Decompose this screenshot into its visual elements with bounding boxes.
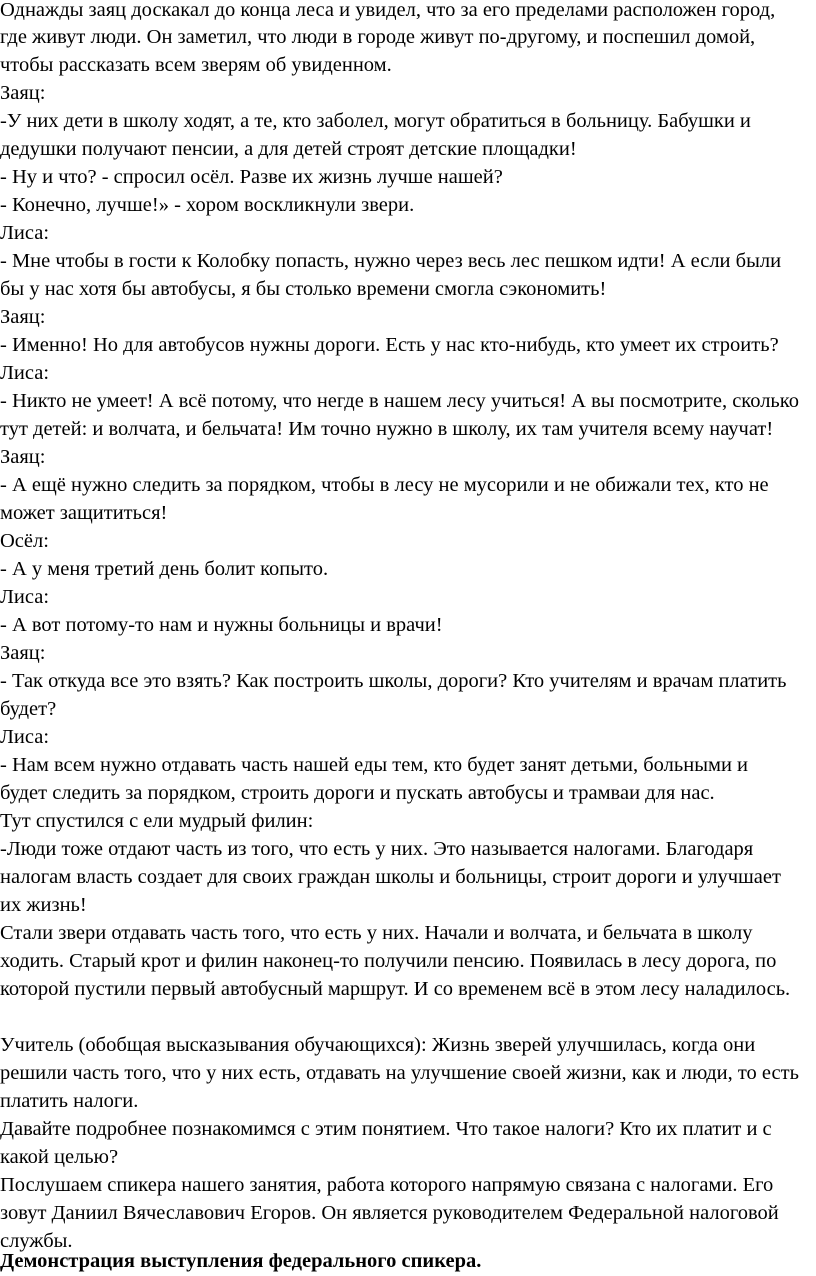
text-line: дедушки получают пенсии, а для детей строят детские площадки! xyxy=(0,138,577,160)
text-line: которой пустили первый автобусный маршрут. И со временем всё в этом лесу наладилось. xyxy=(0,978,791,1000)
text-line: Стали звери отдавать часть того, что есть у них. Начали и волчата, и бельчата в школу xyxy=(0,922,753,944)
text-line: - Так откуда все это взять? Как построить школы, дороги? Кто учителям и врачам платить xyxy=(0,670,787,692)
text-line: - Никто не умеет! А всё потому, что негде в нашем лесу учиться! А вы посмотрите, сколько xyxy=(0,390,799,412)
text-line: где живут люди. Он заметил, что люди в городе живут по-другому, и поспешил домой, xyxy=(0,26,756,48)
text-line: чтобы рассказать всем зверям об увиденном. xyxy=(0,54,392,76)
text-line: - А у меня третий день болит копыто. xyxy=(0,558,329,580)
text-line: Лиса: xyxy=(0,586,50,608)
text-line: - Мне чтобы в гости к Колобку попасть, нужно через весь лес пешком идти! А если были xyxy=(0,250,782,272)
text-line: - Именно! Но для автобусов нужны дороги. Есть у нас кто-нибудь, кто умеет их строить? xyxy=(0,334,779,356)
text-line: платить налоги. xyxy=(0,1090,139,1112)
text-line: налогам власть создает для своих граждан школы и больницы, строит дороги и улучшает xyxy=(0,866,781,888)
text-line: Лиса: xyxy=(0,362,50,384)
text-line: - А вот потому-то нам и нужны больницы и врачи! xyxy=(0,614,443,636)
text-line: Лиса: xyxy=(0,222,50,244)
text-line: решили часть того, что у них есть, отдавать на улучшение своей жизни, как и люди, то есть xyxy=(0,1062,799,1084)
text-line: какой целью? xyxy=(0,1146,119,1168)
text-line: будет следить за порядком, строить дороги и пускать автобусы и трамваи для нас. xyxy=(0,782,715,804)
text-line: зовут Даниил Вячеславович Егоров. Он является руководителем Федеральной налоговой xyxy=(0,1202,779,1224)
text-line: Заяц: xyxy=(0,306,46,328)
text-line: ходить. Старый крот и филин наконец-то получили пенсию. Появилась в лесу дорога, по xyxy=(0,950,777,972)
text-line: -У них дети в школу ходят, а те, кто заболел, могут обратиться в больницу. Бабушки и xyxy=(0,110,751,132)
text-line: -Люди тоже отдают часть из того, что есть у них. Это называется налогами. Благодаря xyxy=(0,838,754,860)
section-heading: Демонстрация выступления федерального спикера. xyxy=(0,1250,482,1272)
text-line: может защититься! xyxy=(0,502,168,524)
text-line: Однажды заяц доскакал до конца леса и увидел, что за его пределами расположен город, xyxy=(0,0,776,21)
text-line: Лиса: xyxy=(0,726,50,748)
text-line: Учитель (обобщая высказывания обучающихся): Жизнь зверей улучшилась, когда они xyxy=(0,1034,756,1056)
text-line: Осёл: xyxy=(0,530,49,552)
text-line: Тут спустился с ели мудрый филин: xyxy=(0,810,314,832)
text-line: бы у нас хотя бы автобусы, я бы столько времени смогла сэкономить! xyxy=(0,278,607,300)
text-line: Давайте подробнее познакомимся с этим понятием. Что такое налоги? Кто их платит и с xyxy=(0,1118,772,1140)
text-line: Заяц: xyxy=(0,82,46,104)
text-line: - Ну и что? - спросил осёл. Разве их жизнь лучше нашей? xyxy=(0,166,503,188)
text-line: - А ещё нужно следить за порядком, чтобы в лесу не мусорили и не обижали тех, кто не xyxy=(0,474,769,496)
text-line: Послушаем спикера нашего занятия, работа которого напрямую связана с налогами. Его xyxy=(0,1174,774,1196)
text-line: будет? xyxy=(0,698,57,720)
text-line: службы. xyxy=(0,1230,73,1252)
text-line: - Конечно, лучше!» - хором воскликнули звери. xyxy=(0,194,415,216)
text-line: - Нам всем нужно отдавать часть нашей еды тем, кто будет занят детьми, больными и xyxy=(0,754,749,776)
text-line: их жизнь! xyxy=(0,894,87,916)
text-line: тут детей: и волчата, и бельчата! Им точно нужно в школу, их там учителя всему научат! xyxy=(0,418,774,440)
text-line: Заяц: xyxy=(0,642,46,664)
text-line: Заяц: xyxy=(0,446,46,468)
